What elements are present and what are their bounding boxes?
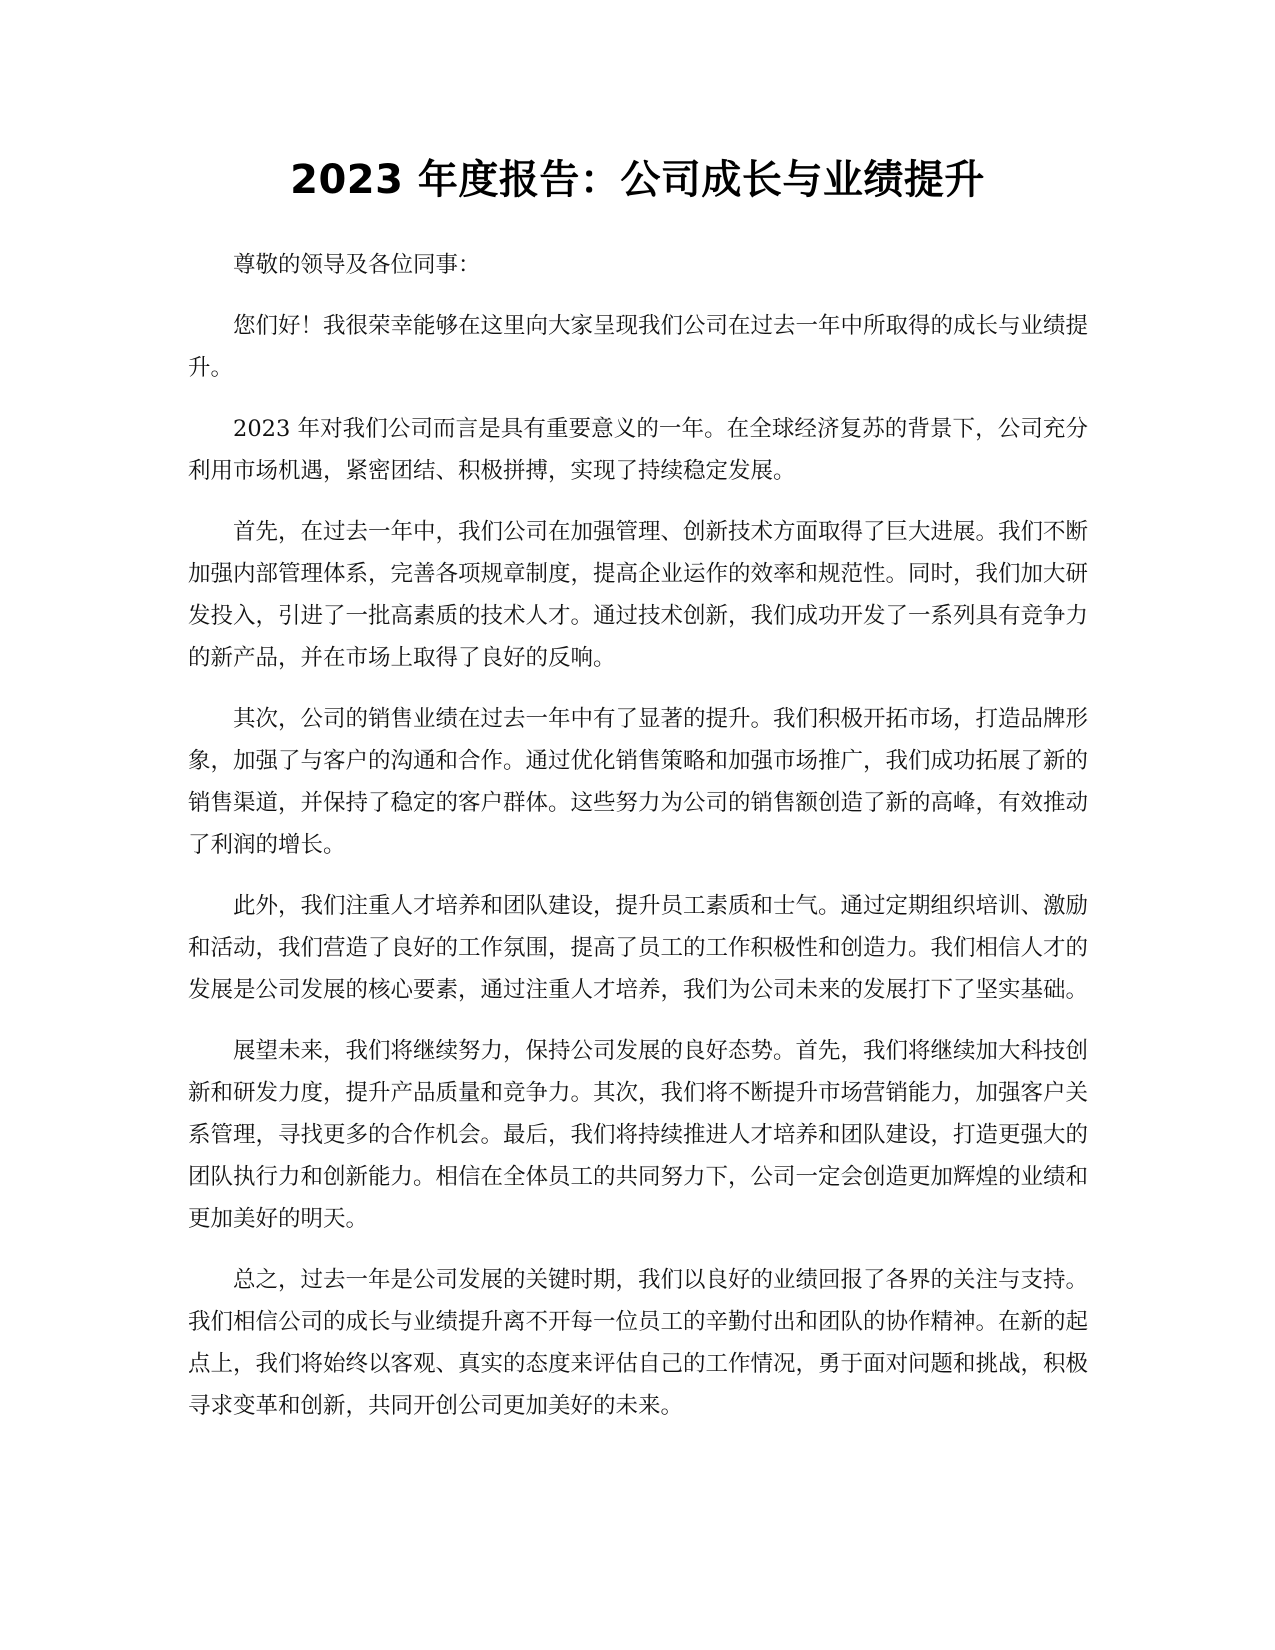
overview-paragraph: 2023 年对我们公司而言是具有重要意义的一年。在全球经济复苏的背景下，公司充分利用市场机遇，紧密团结、积极拼搏，实现了持续稳定发展。 [188,416,1088,484]
talent-development-paragraph: 此外，我们注重人才培养和团队建设，提升员工素质和士气。通过定期组织培训、激励和活动，我们营造了良好的工作氛围，提高了员工的工作积极性和创造力。我们相信人才的发展是公司发展的核心要素，通过注重人才培养，我们为公司未来的发展打下了坚实基础。 [188,893,1089,1003]
document-body [188,244,1088,1446]
sales-performance-paragraph: 其次，公司的销售业绩在过去一年中有了显著的提升。我们积极开拓市场，打造品牌形象，加强了与客户的沟通和合作。通过优化销售策略和加强市场推广，我们成功拓展了新的销售渠道，并保持了稳定的客户群体。这些努力为公司的销售额创造了新的高峰，有效推动了利润的增长。 [188,706,1089,858]
conclusion-paragraph: 总之，过去一年是公司发展的关键时期，我们以良好的业绩回报了各界的关注与支持。我们相信公司的成长与业绩提升离不开每一位员工的辛勤付出和团队的协作精神。在新的起点上，我们将始终以客观、真实的态度来评估自己的工作情况，勇于面对问题和挑战，积极寻求变革和创新，共同开创公司更加美好的未来。 [188,1267,1089,1419]
management-innovation-paragraph: 首先，在过去一年中，我们公司在加强管理、创新技术方面取得了巨大进展。我们不断加强内部管理体系，完善各项规章制度，提高企业运作的效率和规范性。同时，我们加大研发投入，引进了一批高素质的技术人才。通过技术创新，我们成功开发了一系列具有竞争力的新产品，并在市场上取得了良好的反响。 [188,519,1089,671]
greeting-paragraph: 您们好！我很荣幸能够在这里向大家呈现我们公司在过去一年中所取得的成长与业绩提升。 [188,313,1089,381]
document-title: 2023 年度报告：公司成长与业绩提升 [290,157,985,203]
salutation-paragraph: 尊敬的领导及各位同事： [233,252,481,278]
outlook-paragraph: 展望未来，我们将继续努力，保持公司发展的良好态势。首先，我们将继续加大科技创新和研发力度，提升产品质量和竞争力。其次，我们将不断提升市场营销能力，加强客户关系管理，寻找更多的合作机会。最后，我们将持续推进人才培养和团队建设，打造更强大的团队执行力和创新能力。相信在全体员工的共同努力下，公司一定会创造更加辉煌的业绩和更加美好的明天。 [188,1038,1089,1232]
